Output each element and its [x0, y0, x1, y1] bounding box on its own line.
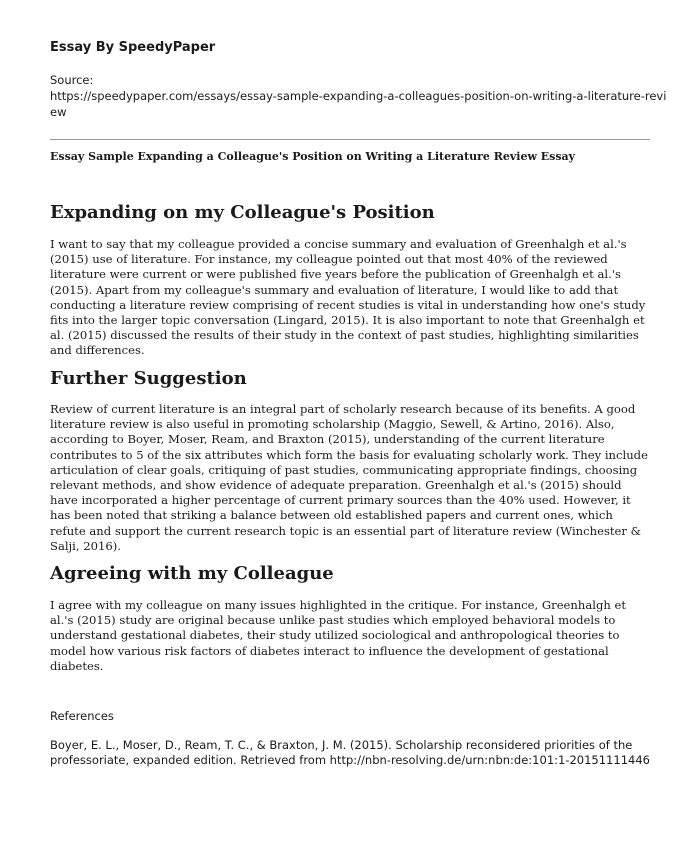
source-block: [50, 72, 670, 120]
essay-title: Essay Sample Expanding a Colleague's Position on Writing a Literature Review Essay: [50, 150, 576, 163]
references-heading: References: [50, 709, 114, 723]
header-divider: [50, 139, 650, 140]
section-body-expanding: I want to say that my colleague provided a concise summary and evaluation of Greenhalgh et al.'s (2015) use of literature. For instance, my colleague pointed out that most 40% of the reviewed literature were current or were published five years before the publication of Greenhalgh et al.'s (2015). Apart from my colleague's summary and evaluation of literature, I would like to add that conducting a literature review comprising of recent studies is vital in understanding how one's study fits into the larger topic conversation (Lingard, 2015). It is also important to note that Greenhalgh et al. (2015) discussed the results of their study in the context of past studies, highlighting similarities and differences.: [50, 237, 646, 358]
section-body-further: Review of current literature is an integral part of scholarly research because of its benefits. A good literature review is also useful in promoting scholarship (Maggio, Sewell, & Artino, 2016). Also, according to Boyer, Moser, Ream, and Braxton (2015), understanding of the current literature contributes to 5 of the six attributes which form the basis for evaluating scholarly work. They include articulation of clear goals, critiquing of past studies, communicating appropriate findings, choosing relevant methods, and show evidence of adequate preparation. Greenhalgh et al.'s (2015) should have incorporated a higher percentage of current primary sources than the 40% used. However, it has been noted that striking a balance between old established papers and current ones, which refute and support the current research topic is an essential part of literature review (Winchester & Salji, 2016).: [50, 402, 648, 553]
section-heading-agreeing: Agreeing with my Colleague: [50, 563, 334, 584]
section-body-agreeing: I agree with my colleague on many issues highlighted in the critique. For instance, Greenhalgh et al.'s (2015) study are original because unlike past studies which employed behavioral models to understand gestational diabetes, their study utilized sociological and anthropological theories to model how various risk factors of diabetes interact to influence the development of gestational diabetes.: [50, 598, 627, 673]
reference-entry: Boyer, E. L., Moser, D., Ream, T. C., & Braxton, J. M. (2015). Scholarship reconsidered priorities of the professoriate, expanded edition. Retrieved from http://nbn-resolving.de/urn:nbn:de:101:1-20151111446: [50, 738, 650, 768]
source-url[interactable]: https://speedypaper.com/essays/essay-sample-expanding-a-colleagues-position-on-writing-a-literature-review: [50, 89, 667, 119]
source-label: Source:: [50, 73, 94, 87]
section-heading-expanding: Expanding on my Colleague's Position: [50, 202, 435, 223]
brand-title: Essay By SpeedyPaper: [50, 40, 216, 55]
section-heading-further: Further Suggestion: [50, 368, 247, 389]
